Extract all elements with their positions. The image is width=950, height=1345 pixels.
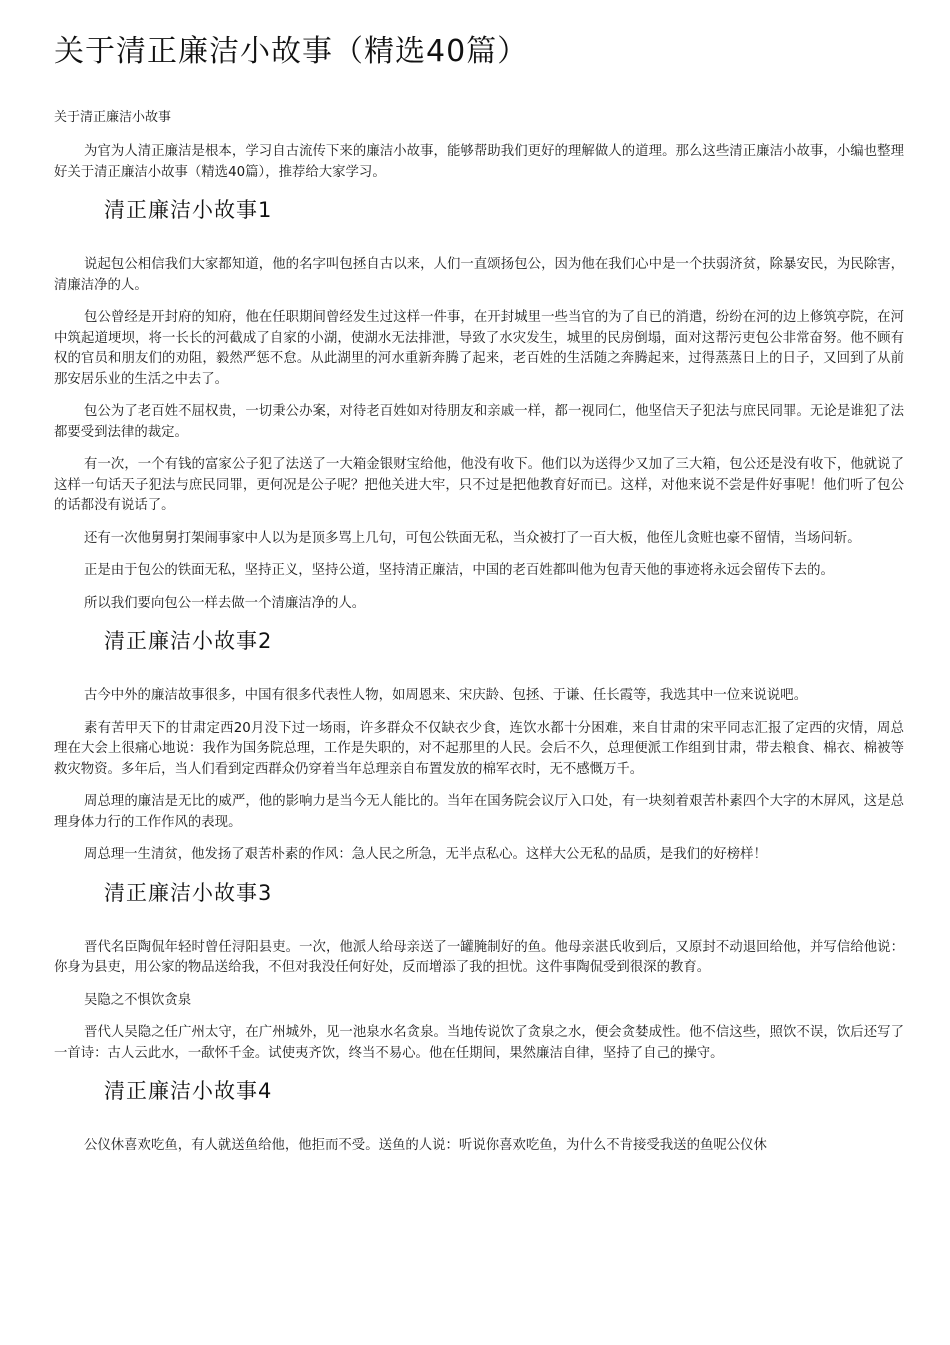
paragraph: 晋代人吴隐之任广州太守，在广州城外，见一池泉水名贪泉。当地传说饮了贪泉之水，便会贪婪成性。他不信这些，照饮不误，饮后还写了一首诗：古人云此水，一歃怀千金。试使夷齐饮，终当不易心。他在任期间，果然廉洁自律，坚持了自己的操守。	[54, 1025, 904, 1061]
paragraph: 说起包公相信我们大家都知道，他的名字叫包拯自古以来，人们一直颂扬包公，因为他在我们心中是一个扶弱济贫，除暴安民，为民除害，清廉洁净的人。	[54, 257, 904, 293]
paragraph: 包公为了老百姓不屈权贵，一切秉公办案，对待老百姓如对待朋友和亲戚一样，都一视同仁，他坚信天子犯法与庶民同罪。无论是谁犯了法都要受到法律的裁定。	[54, 404, 904, 440]
section-heading-3: 清正廉洁小故事3	[104, 880, 273, 905]
paragraph: 周总理一生清贫，他发扬了艰苦朴素的作风：急人民之所急，无半点私心。这样大公无私的品质，是我们的好榜样！	[84, 847, 767, 862]
section-heading-2: 清正廉洁小故事2	[104, 629, 273, 653]
paragraph: 素有苦甲天下的甘肃定西20月没下过一场雨，许多群众不仅缺衣少食，连饮水都十分困难，来自甘肃的宋平同志汇报了定西的灾情，周总理在大会上很痛心地说：我作为国务院总理，工作是失职的，对不起那里的人民。会后不久，总理便派工作组到甘肃，带去粮食、棉衣、棉被等救灾物资。多年后，当人们看到定西群众仍穿着当年总理亲自布置发放的棉军衣时，无不感慨万千。	[54, 720, 904, 777]
section-heading-4: 清正廉洁小故事4	[104, 1079, 273, 1103]
paragraph: 古今中外的廉洁故事很多，中国有很多代表性人物，如周恩来、宋庆龄、包拯、于谦、任长霞等，我选其中一位来说说吧。	[84, 688, 808, 703]
document-title: 关于清正廉洁小故事（精选40篇）	[54, 34, 529, 69]
paragraph: 周总理的廉洁是无比的威严，他的影响力是当今无人能比的。当年在国务院会议厅入口处，有一块刻着艰苦朴素四个大字的木屏风，这是总理身体力行的工作作风的表现。	[54, 794, 904, 830]
paragraph: 包公曾经是开封府的知府，他在任职期间曾经发生过这样一件事，在开封城里一些当官的为了自已的消遣，纷纷在河的边上修筑亭院，在河中筑起道埂坝，将一长长的河截成了自家的小湖，使湖水无法排泄，导致了水灾发生，城里的民房倒塌，面对这帮污吏包公非常奋努。他不顾有权的官员和朋友们的劝阻，毅然严惩不怠。从此湖里的河水重新奔腾了起来，老百姓的生活随之奔腾起来，过得蒸蒸日上的日子，又回到了从前那安居乐业的生活之中去了。	[54, 310, 904, 387]
paragraph: 所以我们要向包公一样去做一个清廉洁净的人。	[84, 595, 366, 611]
story-subtitle: 吴隐之不惧饮贪泉	[84, 992, 192, 1008]
paragraph: 有一次，一个有钱的富家公子犯了法送了一大箱金银财宝给他，他没有收下。他们以为送得少又加了三大箱，包公还是没有收下，他就说了这样一句话天子犯法与庶民同罪，更何况是公子呢？把他关进大牢，只不过是把他教育好而已。这样，对他来说不尝是件好事呢！他们听了包公的话都没有说话了。	[54, 457, 904, 513]
intro-paragraph: 为官为人清正廉洁是根本，学习自古流传下来的廉洁小故事，能够帮助我们更好的理解做人的道理。那么这些清正廉洁小故事，小编也整理好关于清正廉洁小故事（精选40篇），推荐给大家学习。	[54, 144, 904, 180]
paragraph: 正是由于包公的铁面无私，坚持正义，坚持公道，坚持清正廉洁，中国的老百姓都叫他为包青天他的事迹将永远会留传下去的。	[84, 563, 834, 578]
section-heading-1: 清正廉洁小故事1	[104, 198, 273, 222]
paragraph: 晋代名臣陶侃年轻时曾任浔阳县吏。一次，他派人给母亲送了一罐腌制好的鱼。他母亲湛氏收到后，又原封不动退回给他，并写信给他说：你身为县吏，用公家的物品送给我，不但对我没任何好处，反而增添了我的担忧。这件事陶侃受到很深的教育。	[54, 939, 904, 975]
paragraph: 还有一次他舅舅打架闹事家中人以为是顶多骂上几句，可包公铁面无私，当众被打了一百大板，他侄儿贪赃也豪不留情，当场问斩。	[84, 530, 861, 546]
paragraph: 公仪休喜欢吃鱼，有人就送鱼给他，他拒而不受。送鱼的人说：听说你喜欢吃鱼，为什么不肯接受我送的鱼呢公仪休	[84, 1138, 767, 1153]
document-page	[54, 0, 904, 1169]
document-subtitle: 关于清正廉洁小故事	[54, 110, 172, 125]
